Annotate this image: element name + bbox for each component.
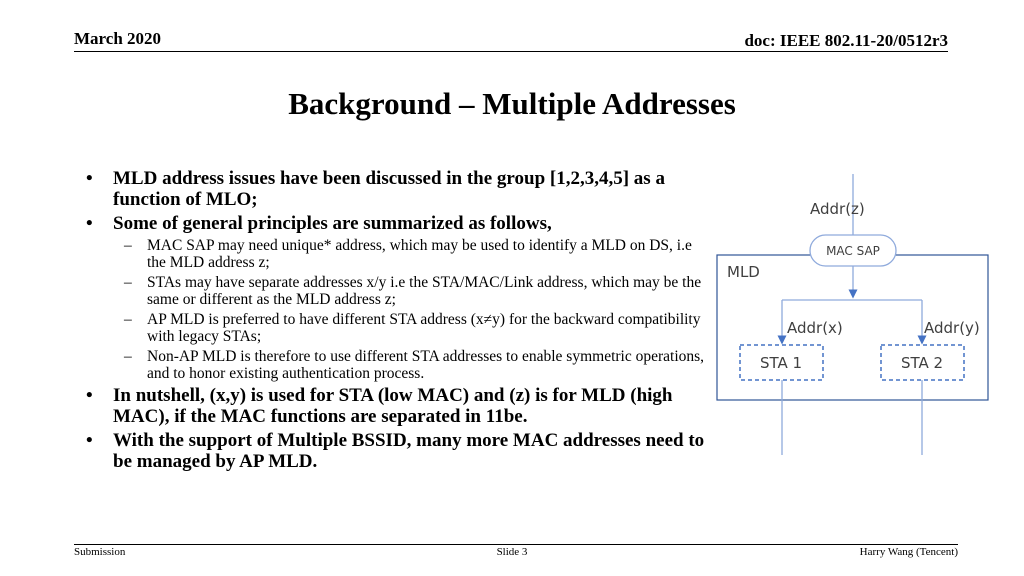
sub-bullet-text: Non-AP MLD is therefore to use different STA addresses to enable symmetric operations, and to honor existing authentication process.: [147, 348, 705, 382]
sub-bullet-text: STAs may have separate addresses x/y i.e the STA/MAC/Link address, which may be the same or different as the MLD address z;: [147, 274, 702, 308]
bullet-mark: •: [86, 213, 93, 234]
footer-divider: [74, 544, 958, 545]
header-date: March 2020: [74, 29, 162, 48]
sta1-label: STA 1: [759, 354, 803, 372]
bullet-mark: •: [86, 385, 93, 406]
mac-sap-label: MAC SAP: [826, 244, 880, 258]
sub-bullet-mark: –: [124, 274, 132, 291]
bullet-text: MLD address issues have been discussed in the group [1,2,3,4,5] as a function of MLO;: [113, 168, 665, 210]
addr-x-label: Addr(x): [787, 319, 843, 337]
header-doc-id: doc: IEEE 802.11-20/0512r3: [744, 31, 948, 50]
bullet-text: In nutshell, (x,y) is used for STA (low MAC) and (z) is for MLD (high MAC), if the MAC functions are separated in 11be.: [113, 385, 673, 427]
addr-y-label: Addr(y): [924, 319, 980, 337]
mld-label: MLD: [727, 263, 760, 281]
sub-bullet-text: AP MLD is preferred to have different STA address (x≠y) for the backward compatibility with legacy STAs;: [147, 311, 701, 345]
sub-bullet-mark: –: [124, 311, 132, 328]
bullet-mark: •: [86, 168, 93, 189]
sta2-label: STA 2: [900, 354, 944, 372]
bullet-text: With the support of Multiple BSSID, many more MAC addresses need to be managed by AP MLD.: [113, 430, 705, 472]
footer-slide-number: Slide 3: [496, 546, 528, 558]
sub-bullet-mark: –: [124, 237, 132, 254]
bullet-text: Some of general principles are summarized as follows,: [113, 213, 552, 234]
sub-bullet-mark: –: [124, 348, 132, 365]
addr-z-label: Addr(z): [810, 200, 865, 218]
bullet-mark: •: [86, 430, 93, 451]
slide-title: Background – Multiple Addresses: [288, 86, 736, 121]
sub-bullet-text: MAC SAP may need unique* address, which may be used to identify a MLD on DS, i.e the MLD address z;: [147, 237, 692, 271]
footer-submission: Submission: [74, 546, 126, 558]
footer-author: Harry Wang (Tencent): [859, 546, 958, 558]
